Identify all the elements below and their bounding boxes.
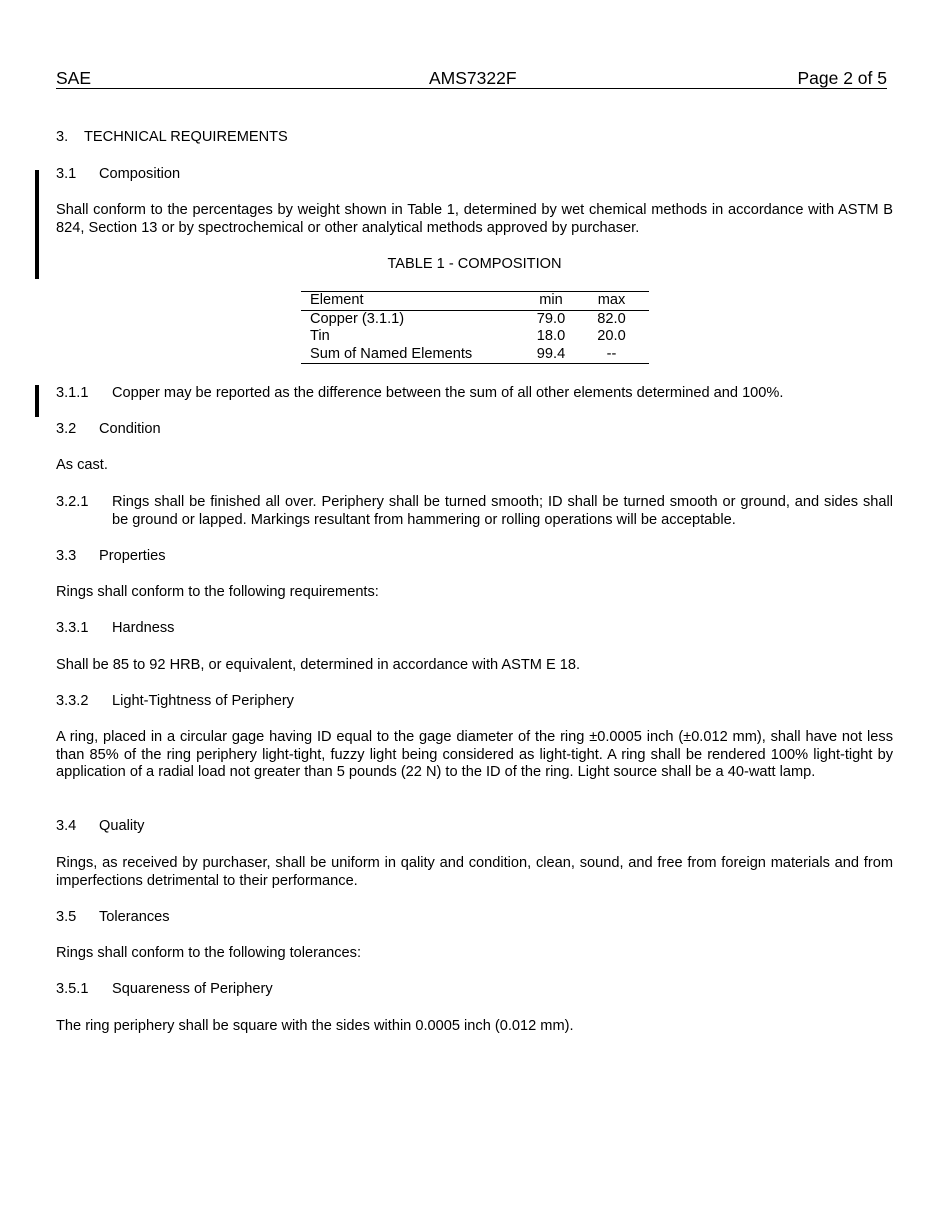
table-cell: 99.4 xyxy=(520,346,582,364)
section-number: 3.3 xyxy=(56,548,77,564)
condition-paragraph: As cast. xyxy=(56,457,108,473)
table-cell: 79.0 xyxy=(536,310,566,327)
revision-bar xyxy=(35,385,39,417)
squareness-paragraph: The ring periphery shall be square with the sides within 0.0005 inch (0.012 mm). xyxy=(56,1018,574,1034)
section-title: Squareness of Periphery xyxy=(112,981,273,997)
section-number: 3.5 xyxy=(56,909,77,925)
table-cell: Copper (3.1.1) xyxy=(310,310,405,327)
section-heading-3-4 xyxy=(56,818,144,836)
table-header-cell: max xyxy=(582,292,649,311)
section-heading-3-3-1 xyxy=(56,620,174,638)
properties-paragraph: Rings shall conform to the following requirements: xyxy=(56,584,379,600)
table-header-cell: Element xyxy=(301,292,520,311)
section-title: TECHNICAL REQUIREMENTS xyxy=(84,129,288,145)
page-header xyxy=(56,68,887,89)
section-number: 3.1 xyxy=(56,166,77,182)
section-number: 3.2.1 xyxy=(56,494,89,510)
section-title: Condition xyxy=(99,421,161,437)
table-cell: -- xyxy=(582,346,649,364)
section-number: 3.3.1 xyxy=(56,620,89,636)
table-cell: 82.0 xyxy=(597,310,626,327)
section-title: Properties xyxy=(99,548,166,564)
section-3-1-1 xyxy=(56,385,783,403)
table-cell: 18.0 xyxy=(536,328,566,345)
revision-bar xyxy=(35,170,39,279)
section-number: 3.5.1 xyxy=(56,981,89,997)
light-tightness-paragraph: A ring, placed in a circular gage having ID equal to the gage diameter of the ring ±0.0005 inch (±0.012 mm), shall have not less than 85% of the ring periphery light-tight, fuzzy light being considered as light-tight. A ring shall be rendered 100% light-tight by application of a radial load not greater than 5 pounds (22 N) to the ID of the ring. Light source shall be a 40-watt lamp. xyxy=(56,729,893,781)
section-heading-3-1 xyxy=(56,166,180,184)
header-org: SAE xyxy=(56,68,92,88)
section-title: Quality xyxy=(99,818,145,834)
section-heading-3-5 xyxy=(56,909,170,927)
section-text: Rings shall be finished all over. Periphery shall be turned smooth; ID shall be turned smooth or ground, and sides shall be ground or lapped. Markings resultant from hammering or rolling operations will be acceptable. xyxy=(112,494,893,528)
section-3-2-1 xyxy=(56,494,893,529)
section-title: Tolerances xyxy=(99,909,170,925)
section-heading-3 xyxy=(56,129,288,147)
section-title: Light-Tightness of Periphery xyxy=(112,693,294,709)
hardness-paragraph: Shall be 85 to 92 HRB, or equivalent, determined in accordance with ASTM E 18. xyxy=(56,657,581,673)
section-number: 3.2 xyxy=(56,421,77,437)
section-text: Copper may be reported as the difference between the sum of all other elements determined and 100%. xyxy=(112,385,784,401)
section-title: Hardness xyxy=(112,620,175,636)
section-heading-3-5-1 xyxy=(56,981,273,999)
tolerances-paragraph: Rings shall conform to the following tolerances: xyxy=(56,945,362,961)
header-doc-number: AMS7322F xyxy=(429,68,517,88)
table-cell: Tin xyxy=(310,328,330,345)
section-heading-3-3-2 xyxy=(56,693,294,711)
header-page-number: Page 2 of 5 xyxy=(797,68,887,88)
quality-paragraph: Rings, as received by purchaser, shall be uniform in qality and condition, clean, sound, and free from foreign materials and from imperfections detrimental to their performance. xyxy=(56,855,893,889)
table-row xyxy=(301,328,649,346)
table-header-cell: min xyxy=(520,292,582,311)
section-heading-3-3 xyxy=(56,548,166,566)
table-cell: Sum of Named Elements xyxy=(301,346,520,364)
section-number: 3. xyxy=(56,129,69,145)
table-row xyxy=(301,310,649,328)
table-cell: 20.0 xyxy=(597,328,626,345)
table-row xyxy=(301,346,649,364)
section-number: 3.1.1 xyxy=(56,385,89,401)
section-heading-3-2 xyxy=(56,421,161,439)
section-number: 3.3.2 xyxy=(56,693,89,709)
composition-table xyxy=(301,291,649,364)
table-header-row xyxy=(301,292,649,311)
table-caption: TABLE 1 - COMPOSITION xyxy=(387,256,562,272)
section-number: 3.4 xyxy=(56,818,77,834)
composition-paragraph: Shall conform to the percentages by weight shown in Table 1, determined by wet chemical methods in accordance with ASTM B 824, Section 13 or by spectrochemical or other analytical methods approved by purchaser. xyxy=(56,202,893,236)
section-title: Composition xyxy=(99,166,181,182)
